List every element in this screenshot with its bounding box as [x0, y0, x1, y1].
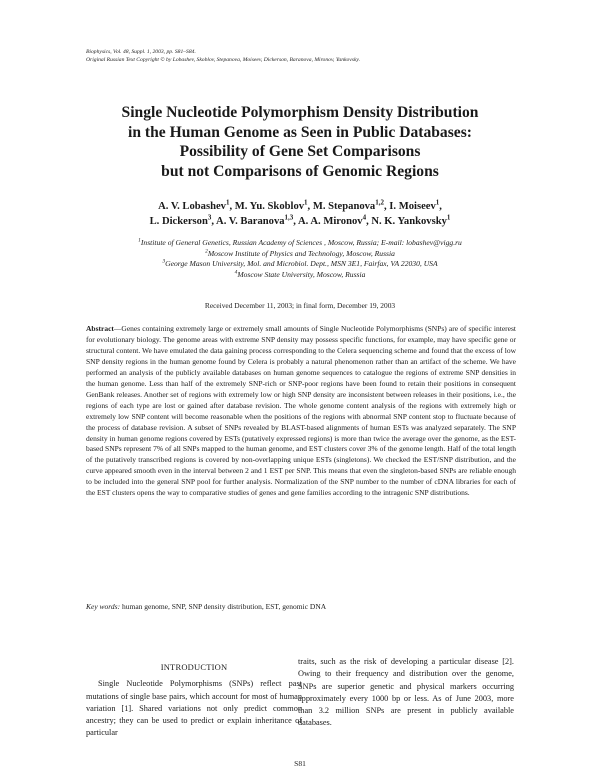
author-name: , A. V. Baranova	[211, 216, 285, 227]
left-column	[86, 661, 302, 740]
affiliation-text: George Mason University, Mol. and Microbiol. Dept., MSN 3E1, Fairfax, VA 22030, USA	[165, 259, 438, 269]
affiliation-mark: 4	[234, 269, 238, 276]
affiliation-text: Moscow State University, Moscow, Russia	[237, 270, 366, 280]
author-name: , I. Moiseev	[383, 201, 436, 212]
author-name: L. Dickerson	[149, 216, 208, 227]
author-line-2	[60, 214, 540, 229]
author-list	[60, 199, 540, 229]
affiliation	[40, 270, 560, 281]
page-number: S81	[294, 759, 306, 768]
author-affil-mark: 3	[207, 213, 212, 222]
affiliation-mark: 3	[162, 258, 166, 265]
title-line-2: in the Human Genome as Seen in Public Databases:	[128, 123, 472, 141]
title-line-4: but not Comparisons of Genomic Regions	[161, 162, 439, 180]
copyright-line: Original Russian Text Copyright © by Lobashev, Skoblov, Stepanova, Moiseev, Dickerson, Baranova, Mironov, Yankovsky.	[86, 57, 361, 63]
author-affil-mark: 1	[225, 198, 230, 207]
affiliation-list	[40, 238, 560, 281]
section-heading: INTRODUCTION	[160, 662, 228, 672]
abstract	[86, 324, 516, 499]
author-separator: ,	[439, 201, 442, 212]
author-name: , M. Stepanova	[307, 201, 376, 212]
author-line-1	[60, 199, 540, 214]
intro-paragraph-left: Single Nucleotide Polymorphisms (SNPs) reflect past mutations of single base pairs, which account for most of human variation [1]. Shared variations not only predict common ancestry; they can be used to predict or explain inheritance of particular	[86, 679, 302, 738]
affiliation	[40, 259, 560, 270]
affiliation	[40, 238, 560, 249]
abstract-label: Abstract	[86, 324, 114, 333]
journal-header	[86, 48, 526, 64]
keywords	[86, 602, 516, 612]
keywords-text: human genome, SNP, SNP density distribution, EST, genomic DNA	[120, 602, 327, 611]
author-name: , M. Yu. Skoblov	[229, 201, 305, 212]
abstract-text: —Genes containing extremely large or extremely small amounts of Single Nucleotide Polymorphisms (SNPs) are of specific interest for evolutionary biology. The genome areas with extreme SNP density may possess specific functions, for example, may have specific gene or structural content. We have emulated the data gaining process corresponding to the Celera sequencing scheme and found that the excess of low SNP density regions in the human genome found by Celera is probably a natural phenomenon rather than an artifact of the scheme. We have performed an analysis of the publicly available databases on human genome sequences to catalogue the regions of extreme SNP densities in the human genome. Less than half of the extremely SNP-rich or SNP-poor regions have been found to retain their positions in consequent GenBank releases. Another set of regions with extremely low or high SNP density are inconsistent between releases in their positions, i.e., the regions of each type are lost or gained after database revision. The whole genome content analysis of the regions with extremely high or extremely low SNP content will become reasonable when the positions of the regions with abnormal SNP content stop to fluctuate because of the process of database revision. A subset of SNPs revealed by BLAST-based alignments of human ESTs was analyzed separately. The SNP density in human genome regions covered by ESTs (putatively expressed regions) is more than twice the average over the genome, as the EST-based SNPs represent 7% of all SNPs mapped to the human genome, and EST clusters cover 3% of the genome length. Half of the total length of the putatively transcribed regions is covered by non-overlapping unique ESTs (singletons). We checked the EST/SNP distribution, and the curve appeared smooth even in the interval between 2 and 1 EST per SNP. This means that even the singleton-based SNPs are reliable enough to be included into the general SNP pool for further analysis. Normalization of the SNP number to the number of cDNA libraries for each of the EST clusters opens the way to comparative studies of genes and gene families according to the intragenic SNP distributions.	[86, 324, 516, 498]
author-affil-mark: 4	[362, 213, 367, 222]
author-affil-mark: 1,3	[284, 213, 294, 222]
right-column	[298, 656, 514, 730]
affiliation-mark: 2	[205, 248, 208, 255]
author-affil-mark: 1	[446, 213, 451, 222]
affiliation-text: Moscow Institute of Physics and Technology, Moscow, Russia	[207, 248, 395, 258]
title-line-1: Single Nucleotide Polymorphism Density Distribution	[121, 104, 479, 121]
author-name: , N. K. Yankovsky	[366, 216, 447, 227]
keywords-label: Key words:	[86, 602, 121, 611]
journal-citation: Biophysics, Vol. 48, Suppl. 1, 2003, pp. S81–S84.	[86, 49, 196, 55]
author-name: , A. A. Mironov	[293, 216, 363, 227]
affiliation	[40, 249, 560, 260]
intro-paragraph-right: traits, such as the risk of developing a particular disease [2]. Owing to their frequency and distribution over the genome, SNPs are superior genetic and physical markers occurring approximately every 1000 bp or less. As of June 2003, more than 3.2 million SNPs are present in publicly available databases.	[298, 657, 514, 728]
title-line-3: Possibility of Gene Set Comparisons	[179, 143, 421, 160]
received-date: Received December 11, 2003; in final form, December 19, 2003	[204, 301, 396, 310]
affiliation-text: Institute of General Genetics, Russian Academy of Sciences , Moscow, Russia; E-mail: lobashev@vigg.ru	[140, 238, 462, 247]
author-affil-mark: 1	[435, 198, 440, 207]
author-affil-mark: 1	[304, 198, 308, 207]
author-affil-mark: 1,2	[375, 198, 384, 207]
author-name: A. V. Lobashev	[158, 201, 226, 212]
affiliation-mark: 1	[138, 237, 141, 244]
paper-title	[60, 103, 540, 181]
